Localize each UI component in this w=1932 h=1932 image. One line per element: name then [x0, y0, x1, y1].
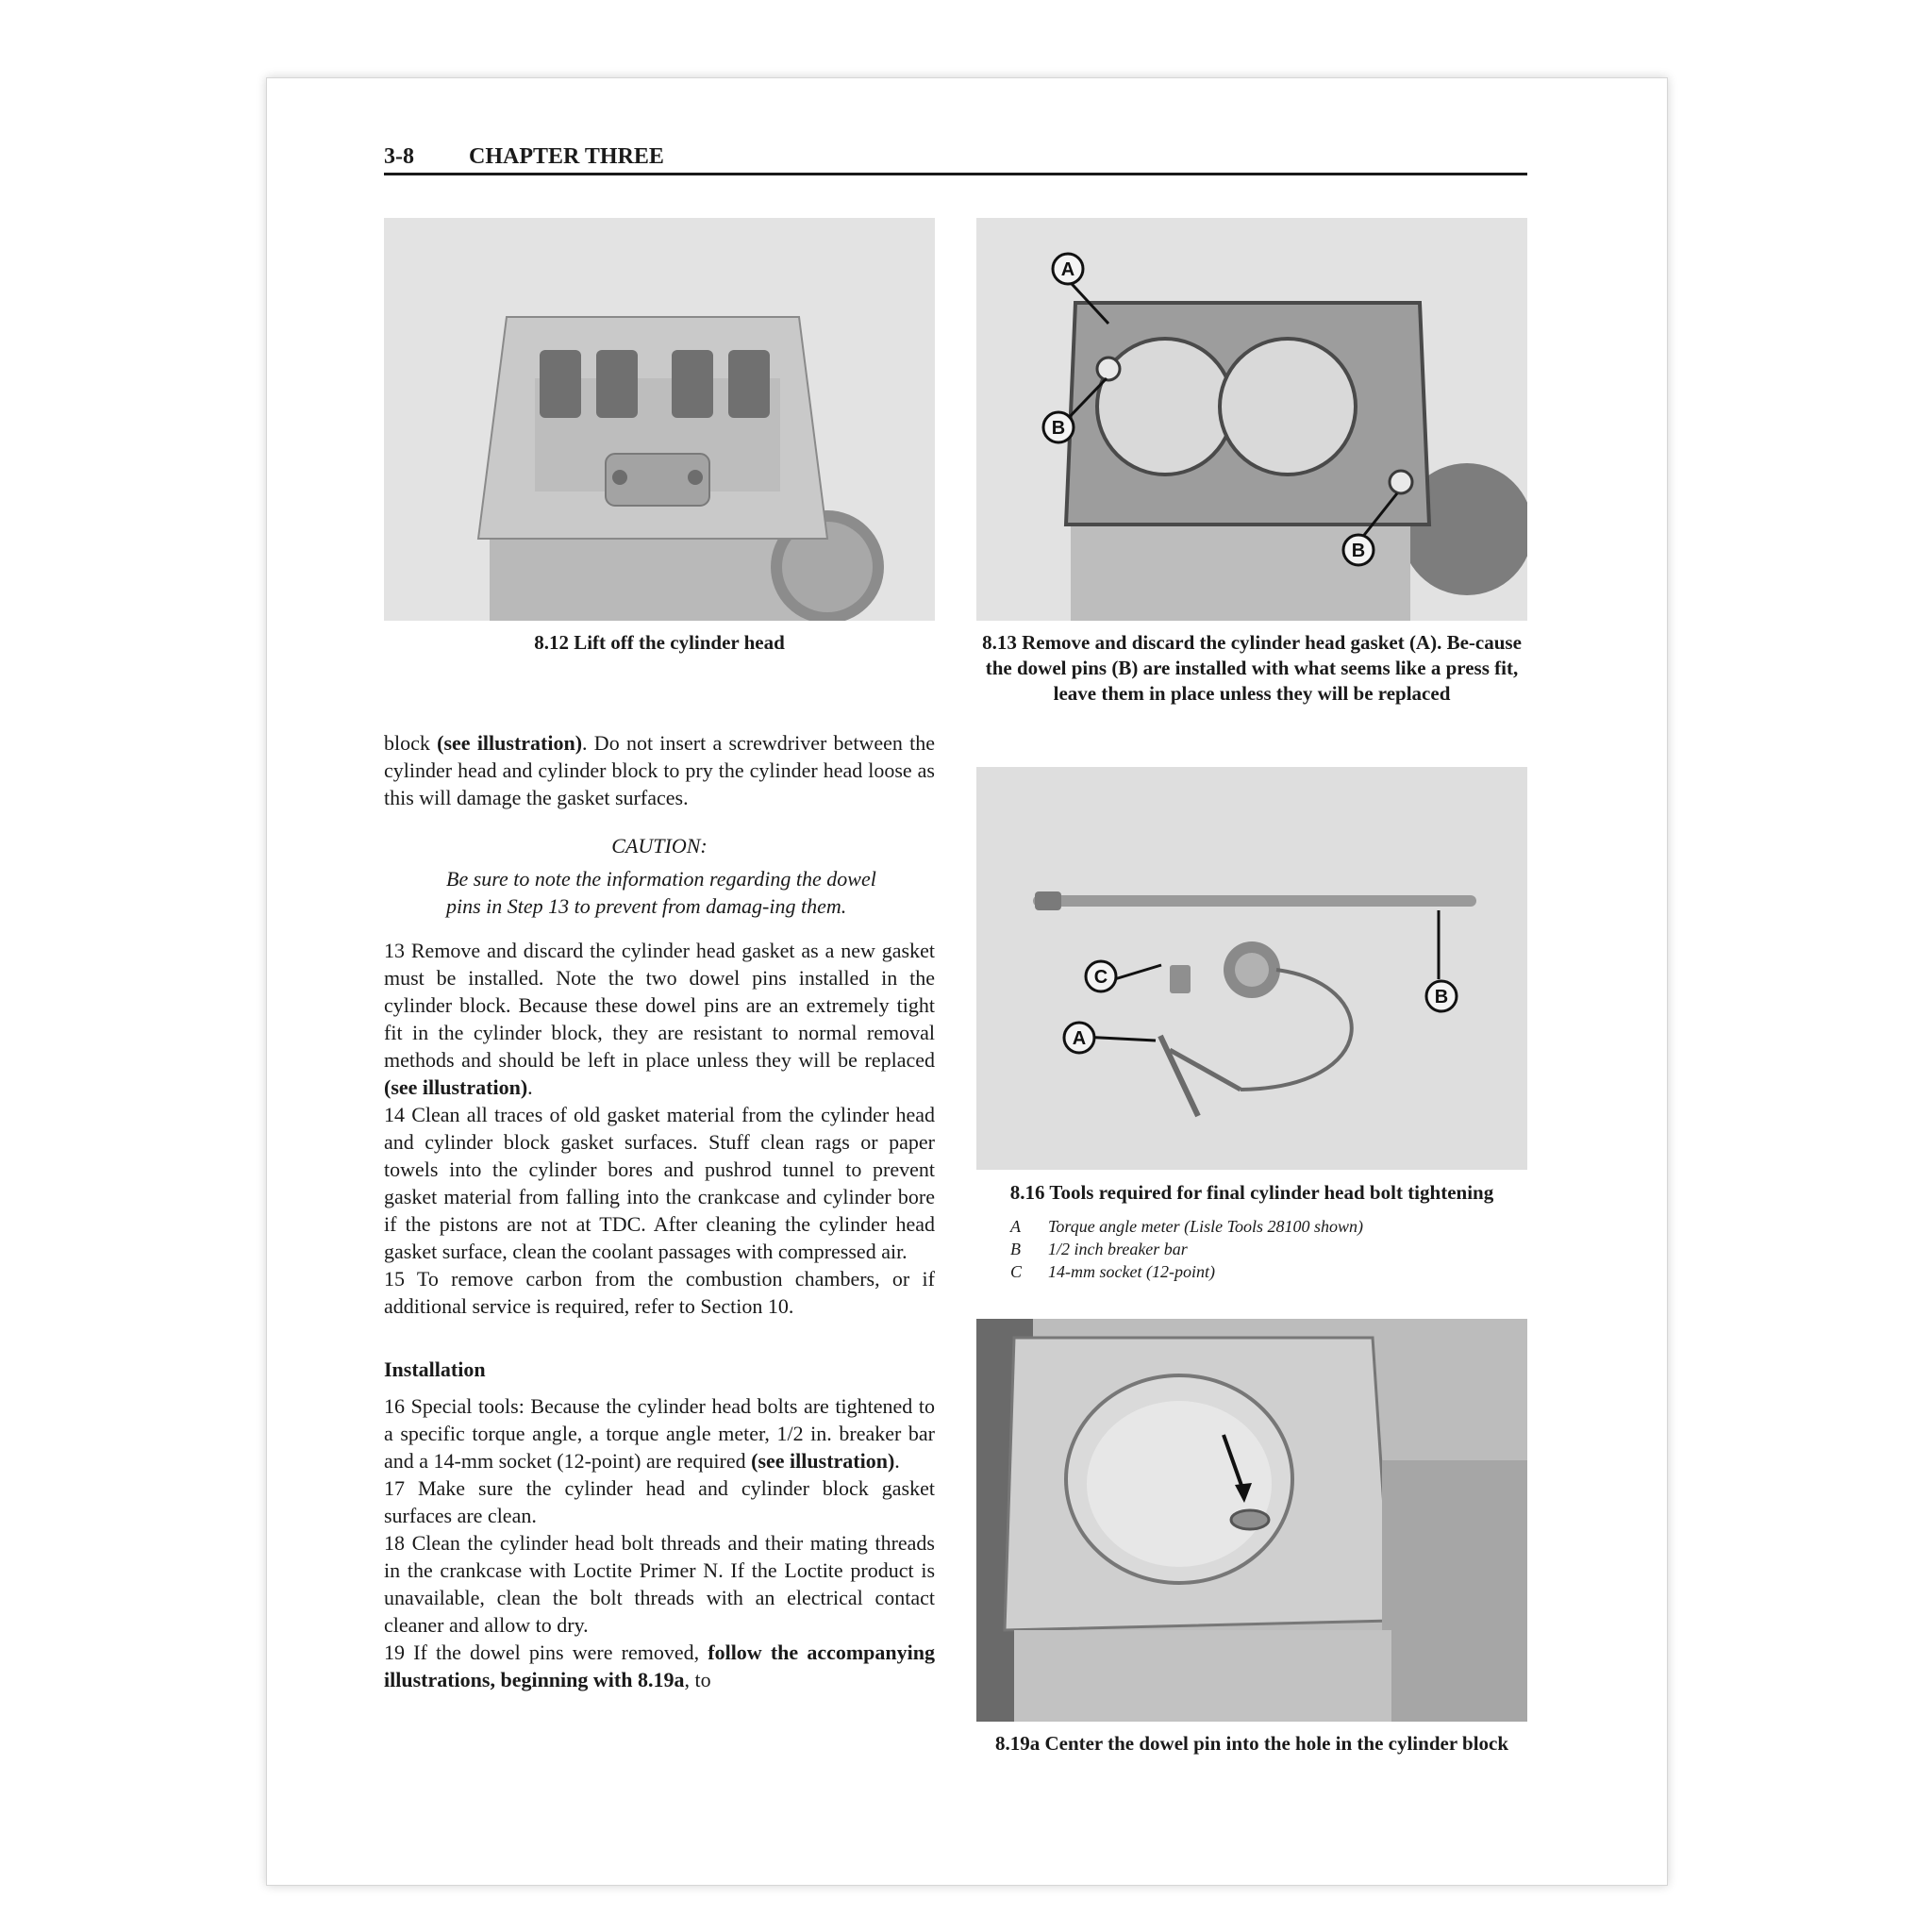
figure-8-16-caption: 8.16 Tools required for final cylinder head bolt tightening [1009, 1181, 1494, 1204]
dowel-pin-illustration [976, 1319, 1527, 1722]
text-run: , to [684, 1668, 711, 1691]
text-run: . Do not insert a screwdriver between the cylinder head and cylinder block to pry the cylinder head loose as this will damage the gasket surfaces. [384, 731, 935, 809]
callout-label: C [1093, 967, 1108, 988]
step-15: 15 To remove carbon from the combustion chambers, or if additional service is required, refer to Section 10. [384, 1267, 935, 1318]
text-run: . [894, 1449, 900, 1473]
legend-text: Torque angle meter (Lisle Tools 28100 shown) [1048, 1217, 1364, 1236]
text-run: 13 Remove and discard the cylinder head gasket as a new gasket must be installed. Note the two dowel pins installed in the cylinder block. Because these dowel pins are an extremely tight fit in the cylinder block, they are resistant to normal removal methods and should be left in place unless they will be replaced [384, 939, 935, 1072]
step-18: 18 Clean the cylinder head bolt threads and their mating threads in the crankcase with Loctite Primer N. If the Loctite product is unavailable, clean the bolt threads with an electrical contact cleaner and allow to dry. [384, 1531, 935, 1637]
caution-text: Be sure to note the information regarding the dowel pins in Step 13 to prevent from damag-ing them. [446, 867, 876, 918]
see-illustration-ref: (see illustration) [437, 731, 583, 755]
text-run: block [384, 731, 438, 755]
page-number: 3-8 [384, 144, 414, 169]
legend-key: A [1010, 1217, 1021, 1236]
callout-label: B [1051, 418, 1066, 439]
callout-label: A [1060, 259, 1075, 280]
page-header [384, 144, 1527, 175]
figure-8-19a-caption: 8.19a Center the dowel pin into the hole in the cylinder block [994, 1732, 1509, 1755]
photo-cylinder-head-lifted [384, 218, 935, 621]
see-illustration-ref: (see illustration) [751, 1449, 895, 1473]
legend-key: C [1010, 1262, 1023, 1281]
see-illustration-ref: (see illustration) [384, 1075, 528, 1099]
figure-8-16-legend [1010, 1215, 1501, 1283]
caution-title: CAUTION: [611, 834, 708, 858]
text-run: 19 If the dowel pins were removed, [384, 1641, 708, 1664]
step-19 [384, 1639, 935, 1693]
manual-page [266, 77, 1668, 1886]
figure-8-12-caption: 8.12 Lift off the cylinder head [534, 631, 785, 654]
cylinder-head-illustration [384, 218, 935, 621]
callout-label: B [1351, 541, 1366, 561]
callout-label: A [1072, 1028, 1087, 1049]
text-run: 16 Special tools: Because the cylinder head bolts are tightened to a specific torque angle, a torque angle meter, 1/2 in. breaker bar and a 14-mm socket (12-point) are required [384, 1394, 935, 1473]
text-run: . [527, 1075, 533, 1099]
installation-heading: Installation [384, 1357, 486, 1381]
paragraph-block [384, 729, 935, 811]
legend-row [1010, 1260, 1501, 1283]
legend-text: 14-mm socket (12-point) [1048, 1262, 1215, 1281]
photo-dowel-pin [976, 1319, 1527, 1722]
step-14: 14 Clean all traces of old gasket material from the cylinder head and cylinder block gasket surfaces. Stuff clean rags or paper towels into the cylinder bores and pushrod tunnel to prevent gasket material from falling into the crankcase and cylinder bore if the pistons are not at TDC. After cleaning the cylinder head gasket surface, clean the coolant passages with compressed air. [384, 1103, 935, 1263]
photo-head-gasket [976, 218, 1527, 621]
chapter-title: CHAPTER THREE [469, 144, 664, 169]
legend-row [1010, 1238, 1501, 1260]
illustration-ref: follow the accompanying illustrations, beginning with 8.19a [384, 1641, 935, 1691]
legend-row [1010, 1215, 1501, 1238]
step-13 [384, 937, 935, 1101]
callout-label: B [1434, 987, 1449, 1008]
body-text-column [384, 729, 935, 1693]
legend-text: 1/2 inch breaker bar [1048, 1240, 1188, 1258]
step-16 [384, 1392, 935, 1474]
figure-8-13-caption: 8.13 Remove and discard the cylinder head gasket (A). Be-cause the dowel pins (B) are installed with what seems like a press fit, leave them in place unless they will be replaced [982, 631, 1522, 705]
step-17: 17 Make sure the cylinder head and cylinder block gasket surfaces are clean. [384, 1476, 935, 1527]
photo-tools [976, 767, 1527, 1170]
head-gasket-illustration [976, 218, 1527, 621]
legend-key: B [1010, 1240, 1021, 1258]
tools-illustration [976, 767, 1527, 1170]
